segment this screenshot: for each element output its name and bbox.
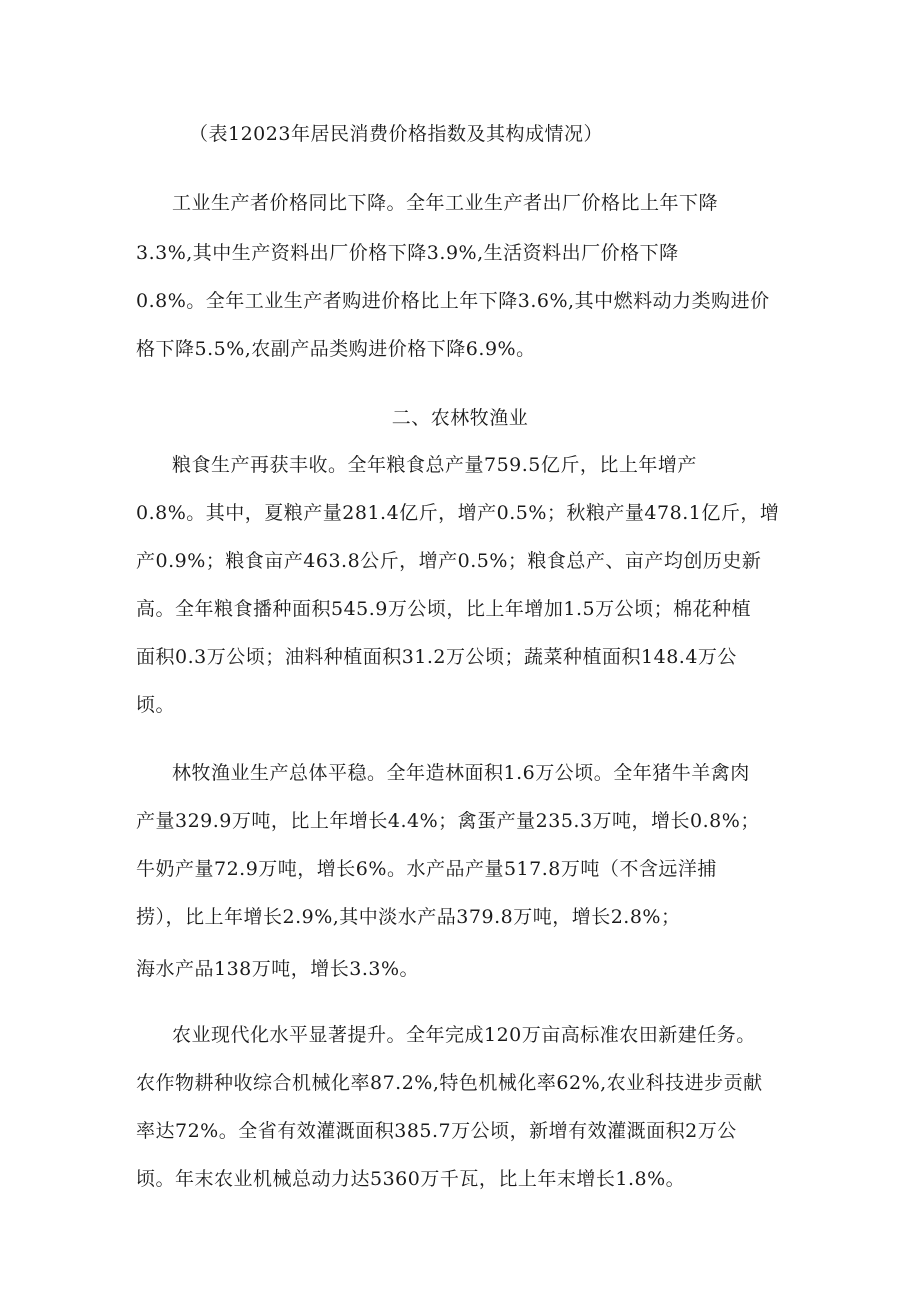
grain-line-1: 粮食生产再获丰收。全年粮食总产量759.5亿斤，比上年增产 <box>172 454 697 476</box>
grain-line-2: 0.8%。其中，夏粮产量281.4亿斤，增产0.5%；秋粮产量478.1亿斤，增 <box>136 502 780 524</box>
grain-line-6: 顷。 <box>136 694 176 716</box>
industrial-prices-line-2: 3.3%,其中生产资料出厂价格下降3.9%,生活资料出厂价格下降 <box>136 242 679 264</box>
modernization-line-2: 农作物耕种收综合机械化率87.2%,特色机械化率62%,农业科技进步贡献 <box>136 1072 763 1094</box>
forestry-line-1: 林牧渔业生产总体平稳。全年造林面积1.6万公顷。全年猪牛羊禽肉 <box>172 762 750 784</box>
industrial-prices-line-4: 格下降5.5%,农副产品类购进价格下降6.9%。 <box>136 338 536 360</box>
modernization-line-4: 顷。年末农业机械总动力达5360万千瓦，比上年末增长1.8%。 <box>136 1168 686 1190</box>
forestry-line-5: 海水产品138万吨，增长3.3%。 <box>136 958 420 980</box>
industrial-prices-line-3: 0.8%。全年工业生产者购进价格比上年下降3.6%,其中燃料动力类购进价 <box>136 290 770 312</box>
forestry-line-4: 捞），比上年增长2.9%,其中淡水产品379.8万吨，增长2.8%； <box>136 906 681 928</box>
table-caption: （表12023年居民消费价格指数及其构成情况） <box>189 123 603 145</box>
modernization-line-1: 农业现代化水平显著提升。全年完成120万亩高标准农田新建任务。 <box>172 1024 756 1046</box>
grain-line-5: 面积0.3万公顷；油料种植面积31.2万公顷；蔬菜种植面积148.4万公 <box>136 646 737 668</box>
modernization-line-3: 率达72%。全省有效灌溉面积385.7万公顷，新增有效灌溉面积2万公 <box>136 1120 737 1142</box>
grain-line-3: 产0.9%；粮食亩产463.8公斤，增产0.5%；粮食总产、亩产均创历史新 <box>136 550 762 572</box>
section-heading-agriculture: 二、农林牧渔业 <box>391 407 529 429</box>
forestry-line-2: 产量329.9万吨，比上年增长4.4%；禽蛋产量235.3万吨，增长0.8%； <box>136 810 760 832</box>
grain-line-4: 高。全年粮食播种面积545.9万公顷，比上年增加1.5万公顷；棉花种植 <box>136 598 752 620</box>
forestry-line-3: 牛奶产量72.9万吨，增长6%。水产品产量517.8万吨（不含远洋捕 <box>136 858 717 880</box>
industrial-prices-line-1: 工业生产者价格同比下降。全年工业生产者出厂价格比上年下降 <box>172 192 719 214</box>
